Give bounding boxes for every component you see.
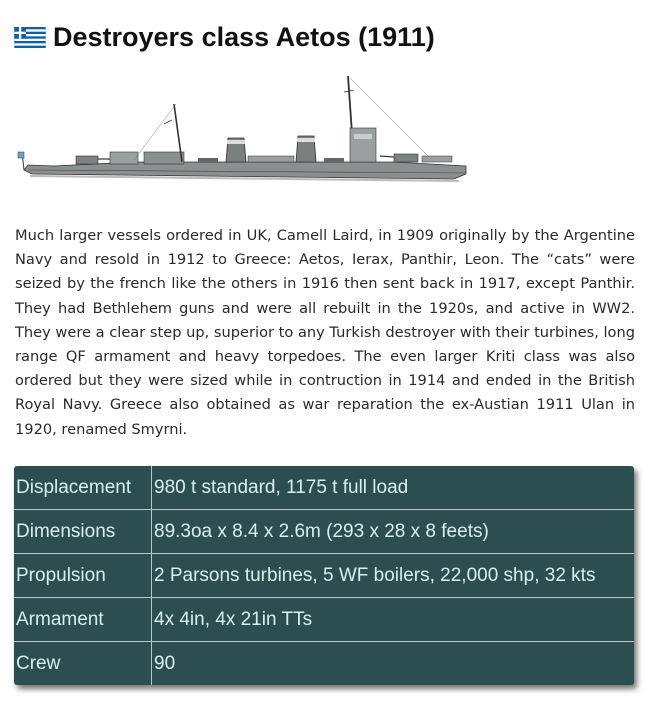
table-row [14, 510, 634, 554]
description-paragraph: Much larger vessels ordered in UK, Camell Laird, in 1909 originally by the Argentine Navy and resold in 1912 to Greece: Aetos, Ierax, Panthir, Leon. The “cats” were seized by the french like the others in 1916 then sent back in 1917, except Panthir. They had Bethlehem guns and were all rebuilt in the 1920s, and active in WW2. They were a clear step up, superior to any Turkish destroyer with their turbines, long range QF armament and heavy torpedoes. The even larger Kriti class was also ordered but they were sized while in contruction in 1914 and ended in the British Royal Navy. Greece also obtained as war reparation the ex-Austian 1911 Ulan in 1920, renamed Smyrni. [15, 227, 635, 438]
spec-label: Armament [14, 598, 152, 642]
spec-value: 89.3oa x 8.4 x 2.6m (293 x 28 x 8 feets) [152, 510, 635, 554]
table-row [14, 642, 634, 686]
spec-value: 980 t standard, 1175 t full load [152, 466, 635, 510]
table-row [14, 466, 634, 510]
spec-value: 90 [154, 652, 176, 674]
table-row [14, 554, 634, 598]
specs-table [14, 466, 634, 685]
page-title: Destroyers class Aetos (1911) [53, 22, 435, 52]
table-row [14, 598, 634, 642]
title-row [14, 22, 435, 53]
spec-label: Crew [14, 642, 152, 686]
spec-label: Dimensions [14, 510, 152, 554]
spec-value: 4x 4in, 4x 21in TTs [152, 598, 635, 642]
greece-flag-icon [14, 27, 46, 48]
ship-profile-illustration [14, 70, 470, 198]
spec-label: Propulsion [14, 554, 152, 598]
spec-label: Displacement [14, 466, 152, 510]
spec-value: 2 Parsons turbines, 5 WF boilers, 22,000 shp, 32 kts [152, 554, 635, 598]
